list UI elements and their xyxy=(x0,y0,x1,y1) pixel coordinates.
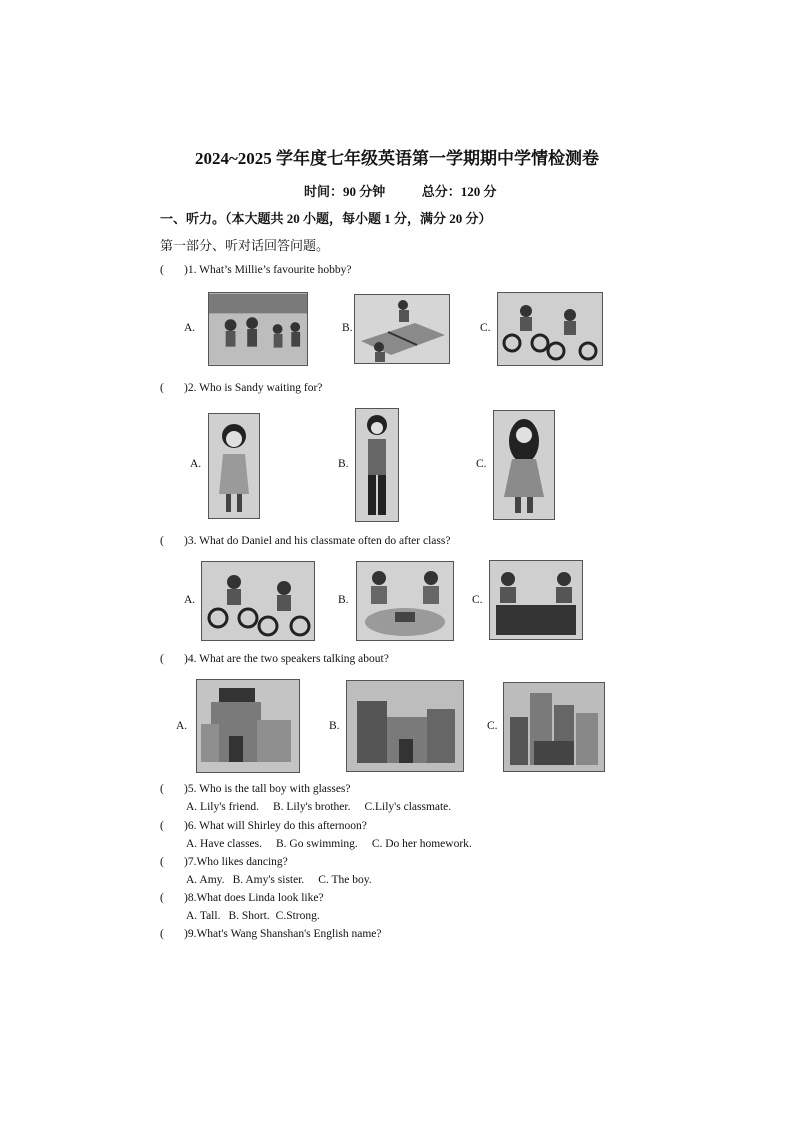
question-text: )3. What do Daniel and his classmate often do after class? xyxy=(184,535,451,547)
question-text: )6. What will Shirley do this afternoon? xyxy=(184,820,367,832)
question-1 xyxy=(160,264,351,276)
choice-a: A. Have classes. xyxy=(186,838,263,850)
question-9 xyxy=(160,928,382,940)
answer-choices xyxy=(186,801,465,813)
answer-paren: ( xyxy=(160,892,164,904)
tall-girl-picture xyxy=(355,408,399,522)
question-text: )5. Who is the tall boy with glasses? xyxy=(184,783,351,795)
answer-paren: ( xyxy=(160,928,164,940)
exam-title: 2024~2025 学年度七年级英语第一学期期中学情检测卷 xyxy=(194,149,600,168)
choice-c: C. The boy. xyxy=(318,874,372,886)
option-label: B. xyxy=(338,594,349,606)
choice-b: B. Go swimming. xyxy=(276,838,358,850)
option-label: C. xyxy=(480,322,491,334)
choice-b: B. Amy's sister. xyxy=(232,874,305,886)
answer-paren: ( xyxy=(160,653,164,665)
question-text: )2. Who is Sandy waiting for? xyxy=(184,382,323,394)
question-7 xyxy=(160,856,288,868)
question-5 xyxy=(160,783,351,795)
answer-paren: ( xyxy=(160,856,164,868)
option-label: B. xyxy=(329,720,340,732)
boys-reading-books-picture xyxy=(356,561,454,641)
long-hair-girl-picture xyxy=(493,410,555,520)
answer-choices xyxy=(186,910,334,922)
option-label: C. xyxy=(487,720,498,732)
question-text: )7.Who likes dancing? xyxy=(184,856,288,868)
question-2 xyxy=(160,382,322,394)
children-playing-football-picture xyxy=(208,292,308,366)
part-heading: 第一部分、听对话回答问题。 xyxy=(160,238,330,253)
answer-paren: ( xyxy=(160,783,164,795)
exam-total-score: 总分：120 分 xyxy=(421,184,497,199)
answer-choices xyxy=(186,838,486,850)
choice-a: A. Tall. xyxy=(186,910,221,922)
option-label: A. xyxy=(184,322,196,334)
library-building-picture xyxy=(196,679,300,773)
boys-playing-table-tennis-picture xyxy=(489,560,583,640)
choice-c: C. Do her homework. xyxy=(371,838,472,850)
question-text: )4. What are the two speakers talking about? xyxy=(184,653,389,665)
answer-paren: ( xyxy=(160,382,164,394)
question-6 xyxy=(160,820,367,832)
question-3 xyxy=(160,535,450,547)
answer-paren: ( xyxy=(160,535,164,547)
option-label: C. xyxy=(472,594,483,606)
question-text: )8.What does Linda look like? xyxy=(184,892,324,904)
exam-time: 时间：90 分钟 xyxy=(304,184,386,199)
city-buildings-picture xyxy=(503,682,605,772)
option-label: A. xyxy=(184,594,196,606)
boys-riding-bikes-picture xyxy=(201,561,315,641)
choice-a: A. Lily's friend. xyxy=(186,801,259,813)
option-label: C. xyxy=(476,458,487,470)
option-label: B. xyxy=(342,322,353,334)
short-hair-girl-picture xyxy=(208,413,260,519)
children-riding-bikes-picture xyxy=(497,292,603,366)
school-building-picture xyxy=(346,680,464,772)
choice-c: C.Strong. xyxy=(275,910,320,922)
question-4 xyxy=(160,653,389,665)
option-label: B. xyxy=(338,458,349,470)
option-label: A. xyxy=(190,458,202,470)
choice-b: B. Short. xyxy=(228,910,270,922)
answer-choices xyxy=(186,874,386,886)
answer-paren: ( xyxy=(160,264,164,276)
question-text: )1. What’s Millie’s favourite hobby? xyxy=(184,264,352,276)
choice-c: C.Lily's classmate. xyxy=(364,801,452,813)
choice-b: B. Lily's brother. xyxy=(272,801,351,813)
option-label: A. xyxy=(176,720,188,732)
choice-a: A. Amy. xyxy=(186,874,225,886)
section-heading: 一、听力。（本大题共 20 小题，每小题 1 分，满分 20 分） xyxy=(160,211,492,226)
question-text: )9.What's Wang Shanshan's English name? xyxy=(184,928,382,940)
question-8 xyxy=(160,892,324,904)
table-tennis-picture xyxy=(354,294,450,364)
answer-paren: ( xyxy=(160,820,164,832)
exam-meta xyxy=(304,181,497,200)
